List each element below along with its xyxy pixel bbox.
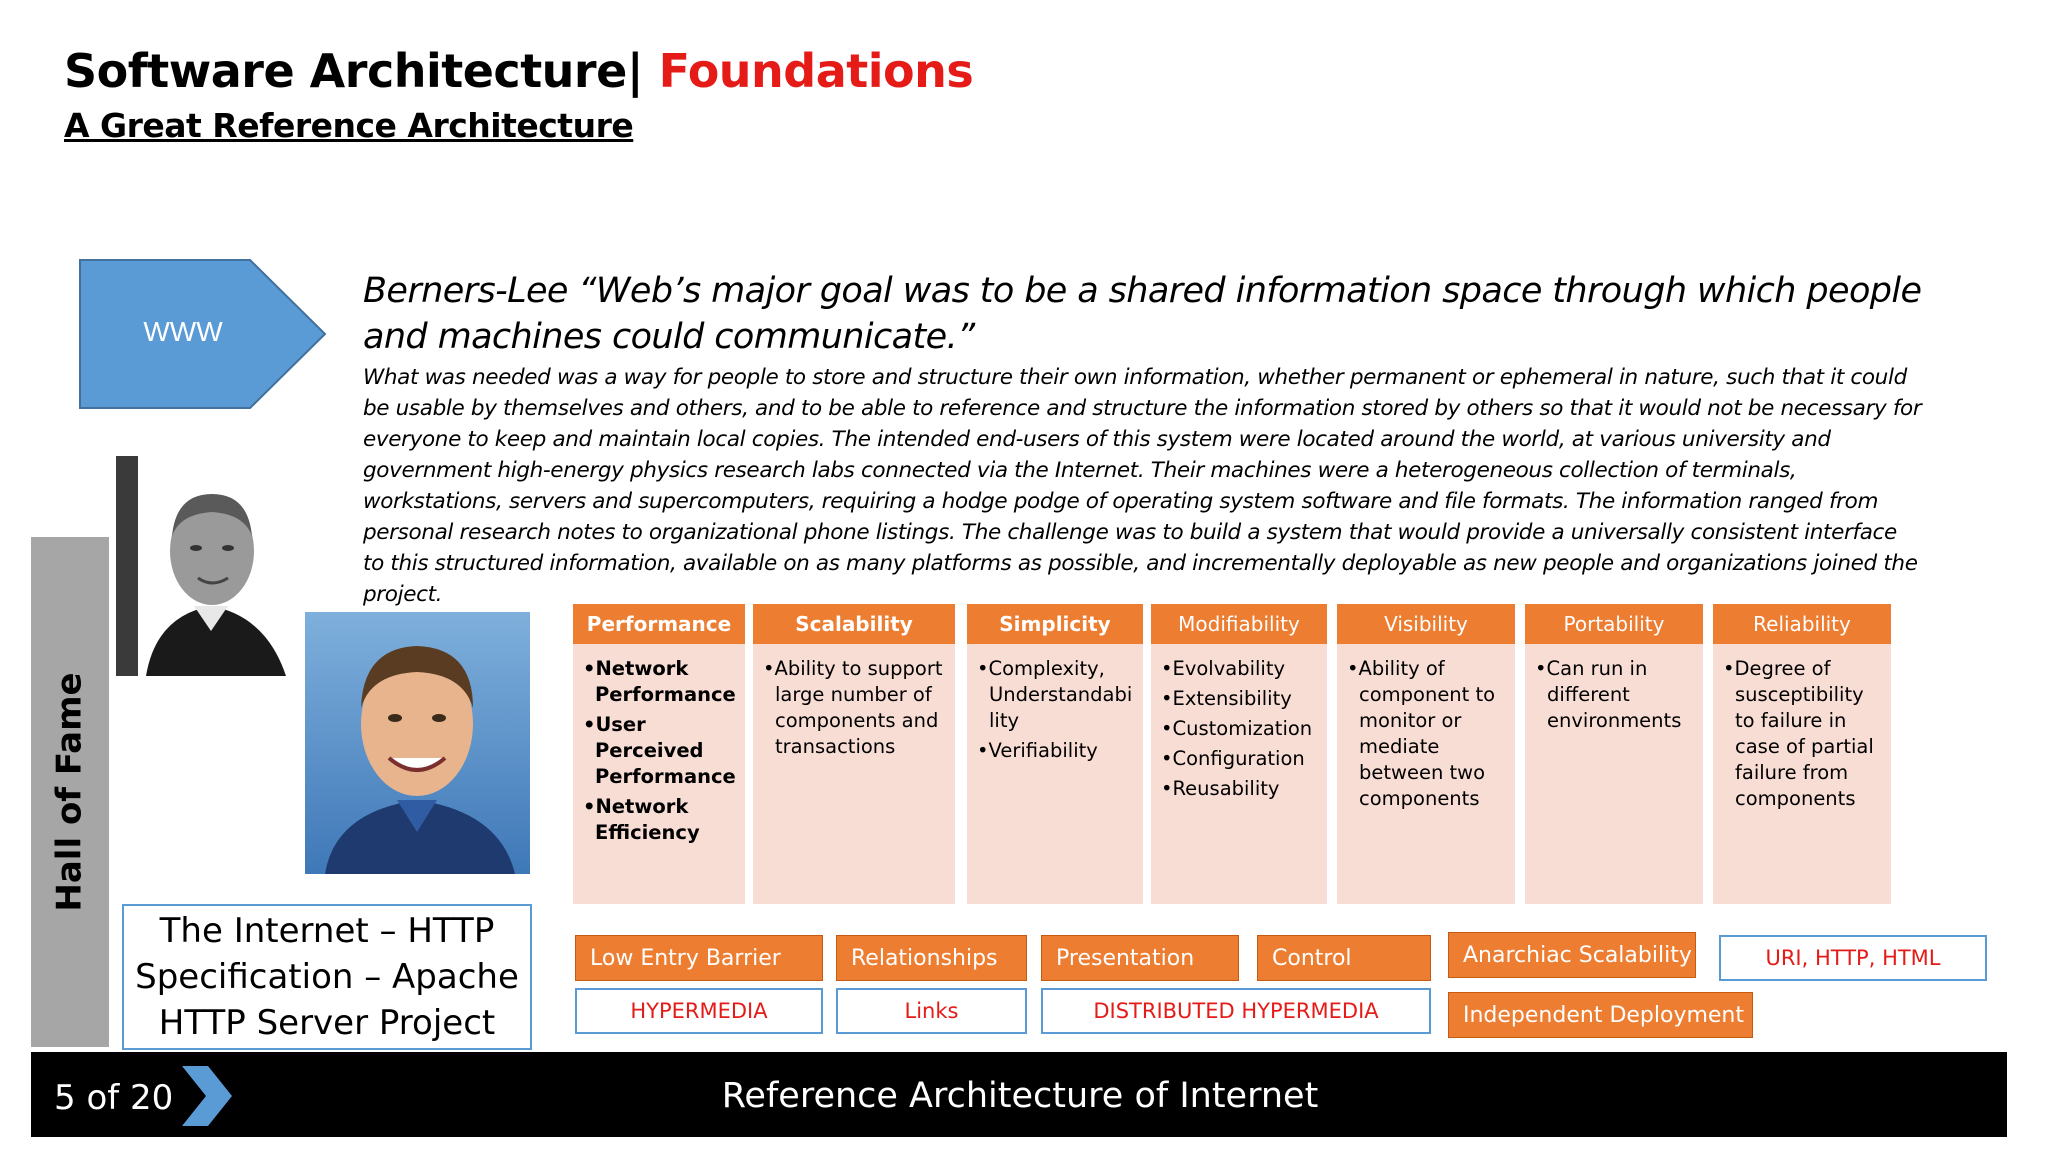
title-main: Software Architecture| <box>64 44 644 98</box>
column-modifiability <box>1151 604 1327 904</box>
caption-box <box>122 904 532 1050</box>
column-header: Simplicity <box>967 604 1143 644</box>
column-simplicity <box>967 604 1143 904</box>
hypermedia-box: HYPERMEDIA <box>575 988 823 1034</box>
column-body <box>753 644 955 760</box>
links-box: Links <box>836 988 1027 1034</box>
caption-line-2: Specification – Apache <box>135 957 519 997</box>
column-item: •Degree of susceptibility to failure in case of partial failure from components <box>1723 657 1874 810</box>
uri-http-html-box: URI, HTTP, HTML <box>1719 935 1987 981</box>
footer-title: Reference Architecture of Internet <box>721 1076 1319 1116</box>
relationships-box: Relationships <box>836 935 1027 981</box>
caption-line-3: HTTP Server Project <box>158 1003 496 1043</box>
caption-line-1: The Internet – HTTP <box>159 911 495 951</box>
column-body <box>1525 644 1703 734</box>
column-item: •Network Efficiency <box>583 795 700 844</box>
page-number: 5 of 20 <box>54 1078 174 1118</box>
column-header: Reliability <box>1713 604 1891 644</box>
column-item: •Verifiability <box>977 739 1098 762</box>
distributed-hypermedia-box: DISTRIBUTED HYPERMEDIA <box>1041 988 1431 1034</box>
column-reliability <box>1713 604 1891 904</box>
column-visibility <box>1337 604 1515 904</box>
column-body <box>967 644 1143 764</box>
column-item: •Complexity, Understandabi lity <box>977 657 1133 732</box>
independent-deployment-box: Independent Deployment <box>1448 992 1753 1038</box>
www-label: WWW <box>143 316 223 347</box>
column-body <box>1337 644 1515 812</box>
anarchic-scalability-box: Anarchiac Scalability <box>1448 932 1696 978</box>
column-item: •Network Performance <box>583 657 736 706</box>
quote-body: What was needed was a way for people to store and structure their own information, whether permanent or ephemeral in nature, such that it could be usable by themselves and others, and to be able to reference and structure the information stored by others so that it would not be necessary for everyone to keep and maintain local copies. The intended end-users of this system were located around the world, at various university and government high-energy physics research labs connected via the Internet. Their machines were a heterogeneous collection of terminals, workstations, servers and supercomputers, requiring a hodge podge of operating system software and file formats. The information ranged from personal research notes to organizational phone listings. The challenge was to build a system that would provide a universally consistent interface to this structured information, available on as many platforms as possible, and incrementally deployable as new people and organizations joined the project. <box>363 365 1922 607</box>
column-item: •User Perceived Performance <box>583 713 736 788</box>
quote-headline: Berners-Lee “Web’s major goal was to be a shared information space through which people and machines could communicate.” <box>363 271 1922 357</box>
column-body <box>573 644 745 846</box>
next-chevron-icon[interactable] <box>178 1064 234 1128</box>
column-header: Portability <box>1525 604 1703 644</box>
control-box: Control <box>1257 935 1431 981</box>
column-scalability <box>753 604 955 904</box>
column-header: Performance <box>573 604 745 644</box>
column-item: •Configuration <box>1161 747 1305 770</box>
presentation-box: Presentation <box>1041 935 1239 981</box>
low-entry-barrier-box: Low Entry Barrier <box>575 935 823 981</box>
column-item: •Evolvability <box>1161 657 1286 680</box>
column-body <box>1713 644 1891 812</box>
column-portability <box>1525 604 1703 904</box>
hall-of-fame-label-wrap <box>31 537 109 1047</box>
column-item: •Customization <box>1161 717 1313 740</box>
column-header: Visibility <box>1337 604 1515 644</box>
column-item: •Can run in different environments <box>1535 657 1682 732</box>
column-header: Scalability <box>753 604 955 644</box>
column-item: •Ability to support large number of components and transactions <box>763 657 943 758</box>
portrait-photo-grayscale <box>116 456 306 676</box>
portrait-photo-color <box>305 612 530 874</box>
column-item: •Extensibility <box>1161 687 1292 710</box>
column-header: Modifiability <box>1151 604 1327 644</box>
column-item: •Ability of component to monitor or mediate between two components <box>1347 657 1496 810</box>
page-title <box>64 44 973 98</box>
page-subtitle: A Great Reference Architecture <box>64 106 634 145</box>
column-performance <box>573 604 745 904</box>
column-body <box>1151 644 1327 802</box>
column-item: •Reusability <box>1161 777 1280 800</box>
hall-of-fame-label: Hall of Fame <box>50 672 91 912</box>
title-accent: Foundations <box>658 44 974 98</box>
